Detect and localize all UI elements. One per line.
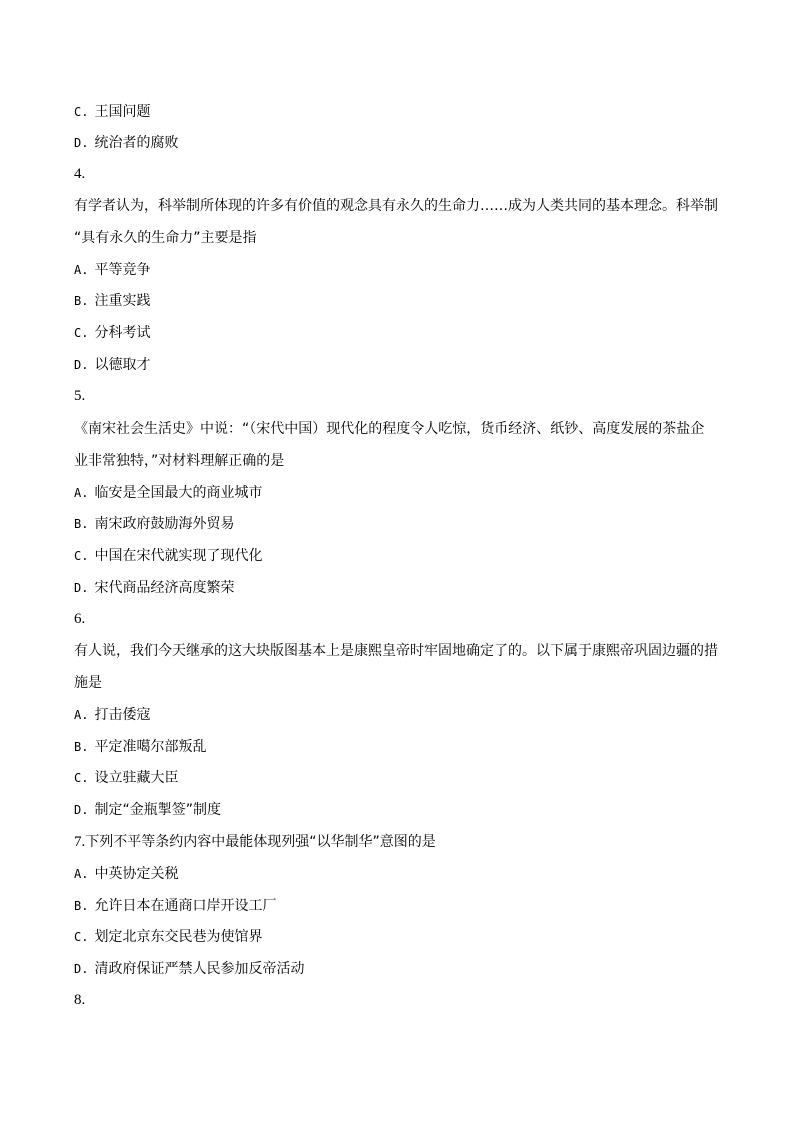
q7-stem (74, 832, 724, 852)
q7-option-c (74, 927, 724, 947)
option-text: 中英协定关税 (94, 866, 179, 882)
q3-option-c (74, 102, 724, 122)
option-text: 注重实践 (94, 293, 151, 309)
q7-number: 7. (74, 834, 86, 850)
q4-stem-line1: 有学者认为，科举制所体现的许多有价值的观念具有永久的生命力……成为人类共同的基本理念。科举制 (74, 198, 718, 214)
option-text: 平定准噶尔部叛乱 (94, 739, 207, 755)
option-letter: B. (74, 899, 89, 913)
q7-stem-text: 下列不平等条约内容中最能体现列强“以华制华”意图的是 (85, 834, 436, 850)
q7-option-a (74, 864, 724, 884)
option-text: 制定“金瓶掣签”制度 (94, 802, 221, 818)
option-text: 允许日本在通商口岸开设工厂 (94, 898, 277, 914)
option-text: 设立驻藏大臣 (94, 770, 179, 786)
option-text: 划定北京东交民巷为使馆界 (94, 929, 263, 945)
q6-number: 6. (74, 611, 86, 627)
q6-option-d (74, 800, 724, 820)
option-text: 统治者的腐败 (94, 135, 179, 151)
q5-number: 5. (74, 388, 86, 404)
q7-option-d (74, 959, 724, 979)
option-text: 中国在宋代就实现了现代化 (94, 548, 263, 564)
option-letter: B. (74, 517, 89, 531)
option-text: 临安是全国最大的商业城市 (94, 485, 263, 501)
q5-stem-line1: 《南宋社会生活史》中说：“（宋代中国）现代化的程度令人吃惊，货币经济、纸钞、高度发展的茶盐企 (74, 421, 705, 437)
q6-option-b (74, 737, 724, 757)
q5-stem-line2: 业非常独特，”对材料理解正确的是 (74, 453, 285, 469)
option-letter: A. (74, 708, 89, 722)
option-letter: A. (74, 486, 89, 500)
q4-stem-line2: “具有永久的生命力”主要是指 (74, 230, 257, 246)
option-text: 分科考试 (94, 325, 151, 341)
q5-option-d (74, 578, 724, 598)
q5-option-a (74, 483, 724, 503)
option-letter: D. (74, 136, 89, 150)
option-text: 以德取才 (94, 357, 151, 373)
option-text: 宋代商品经济高度繁荣 (94, 580, 235, 596)
q5-option-c (74, 546, 724, 566)
option-letter: C. (74, 549, 89, 563)
q6-option-a (74, 705, 724, 725)
option-text: 清政府保证严禁人民参加反帝活动 (94, 961, 305, 977)
option-letter: D. (74, 358, 89, 372)
q5-option-b (74, 514, 724, 534)
option-letter: B. (74, 294, 89, 308)
q4-option-d (74, 355, 724, 375)
q3-option-d (74, 133, 724, 153)
q4-option-c (74, 323, 724, 343)
q6-stem-line1: 有人说，我们今天继承的这大块版图基本上是康熙皇帝时牢固地确定了的。以下属于康熙帝巩固边疆的措 (74, 643, 718, 659)
option-letter: A. (74, 263, 89, 277)
option-letter: D. (74, 962, 89, 976)
option-letter: D. (74, 803, 89, 817)
q8-number: 8. (74, 992, 86, 1008)
option-text: 平等竞争 (94, 262, 151, 278)
q4-number: 4. (74, 166, 86, 182)
q4-option-b (74, 291, 724, 311)
option-text: 南宋政府鼓励海外贸易 (94, 516, 235, 532)
option-letter: C. (74, 930, 89, 944)
option-letter: A. (74, 867, 89, 881)
option-letter: B. (74, 740, 89, 754)
option-letter: D. (74, 581, 89, 595)
option-letter: C. (74, 326, 89, 340)
option-text: 打击倭寇 (94, 707, 151, 723)
q7-option-b (74, 896, 724, 916)
option-letter: C. (74, 105, 89, 119)
q6-option-c (74, 768, 724, 788)
q6-stem-line2: 施是 (74, 675, 102, 691)
q4-option-a (74, 260, 724, 280)
option-letter: C. (74, 771, 89, 785)
option-text: 王国问题 (94, 104, 151, 120)
